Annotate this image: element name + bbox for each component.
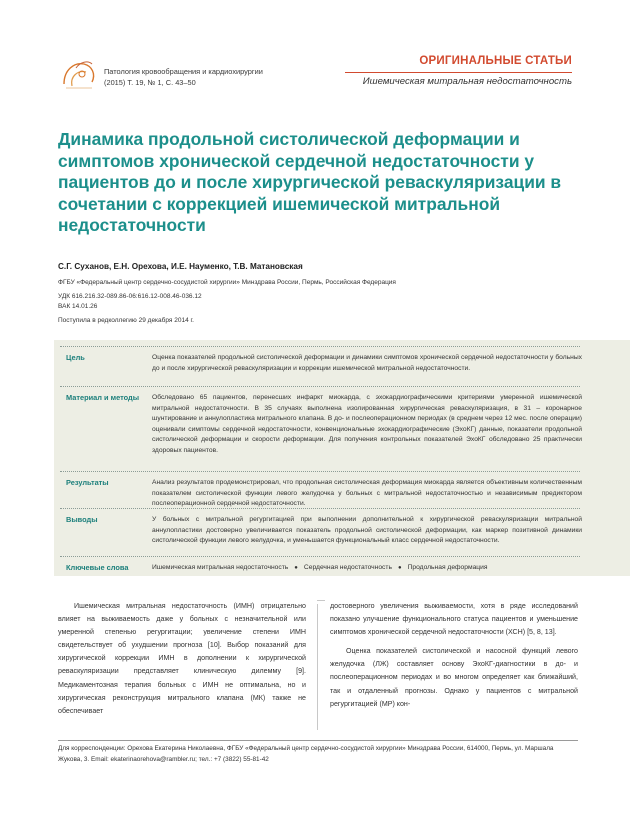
article-title: Динамика продольной систолической деформации и симптомов хронической сердечной недостаточности у пациентов до и после хирургической реваскуляризации в сочетании с коррекцией ишемической митральной недостаточности bbox=[58, 129, 562, 235]
abstract-text: У больных с митральной регургитацией при выполнении дополнительной к хирургической реваскуляризации митральной аннулопластики достоверно увеличивается показатель продольной систолической деформации, как маркер позитивной динамики систолической функции левого желудочка, и уменьшается функциональный класс сердечной недостаточности. bbox=[152, 516, 582, 545]
journal-name: Патология кровообращения и кардиохирургии bbox=[104, 67, 263, 76]
bullet-icon: ● bbox=[294, 565, 298, 571]
body-column-left bbox=[58, 600, 306, 724]
body-column-right bbox=[330, 600, 578, 717]
bullet-icon: ● bbox=[397, 565, 402, 571]
abstract-text: Оценка показателей продольной систолической деформации и динамики симптомов хронической сердечной недостаточности у больных до и после хирургической реваскуляризации и коррекции ишемической митральной недостаточности. bbox=[152, 354, 582, 372]
section-divider bbox=[345, 72, 572, 73]
keyword: Ишемическая митральная недостаточность bbox=[152, 564, 289, 571]
keyword: Сердечная недостаточность bbox=[303, 564, 392, 571]
body-paragraph: достоверного увеличения выживаемости, хотя в ряде исследований показано улучшение функционального статуса пациентов и уменьшение симптомов хронической сердечной недостаточности (ХСН) [5, 8, 13]. bbox=[330, 602, 578, 637]
vak-code: ВАК 14.01.26 bbox=[58, 302, 98, 310]
received-date: Поступила в редколлегию 29 декабря 2014 г. bbox=[58, 317, 194, 324]
abstract-row-conclusions bbox=[60, 508, 580, 556]
column-divider bbox=[317, 604, 318, 730]
article-authors: С.Г. Суханов, Е.Н. Орехова, И.Е. Науменко, Т.В. Матановская bbox=[58, 262, 303, 271]
journal-logo-icon bbox=[58, 56, 100, 92]
classification-codes bbox=[58, 292, 202, 311]
abstract-row-results bbox=[60, 471, 580, 507]
abstract-text: Обследовано 65 пациентов, перенесших инфаркт миокарда, с эхокардиографическими критериями умеренной ишемической митральной недостаточности. В 35 случаях выполнена изолированная хирургическая реваскуляризация, в 31 – коронарное шунтирование и аннулопластика митрального клапана. В до- и послеоперационном периодах (в среднем через 12 мес. после операции) оценивали симптомы сердечной недостаточности, конвенциональные эхокардиографические (ЭхоКГ) данные, показатели продольной систолической деформации и скорости деформации. Для получения контрольных показателей ЭхоКГ обследовано 25 практически здоровых пациентов. bbox=[152, 394, 582, 454]
abstract-text: Анализ результатов продемонстрировал, что продольная систолическая деформация миокарда является объективным количественным показателем систолической функции левого желудочка у больных с митральной недостаточностью и независимым предиктором послеоперационной сердечной недостаточности. bbox=[152, 479, 582, 508]
correspondence-footnote: Для корреспонденции: Орехова Екатерина Николаевна, ФГБУ «Федеральный центр сердечно-сосудистой хирургии» Минздрава России, 614000, Пермь, ул. Маршала Жукова, 3. Email: ekaterinaorehova@rambler.ru; тел.: +7 (3822) 55-81-42 bbox=[58, 745, 554, 763]
footnote-divider bbox=[58, 740, 578, 741]
section-label: ОРИГИНАЛЬНЫЕ СТАТЬИ bbox=[419, 55, 572, 67]
abstract-box bbox=[54, 340, 630, 576]
body-paragraph: Оценка показателей систолической и насосной функций левого желудочка (ЛЖ) составляет основу ЭхоКГ-диагностики в до- и послеоперационном периодах и во многом определяет как ближайший, так и отдаленный прогнозы. Однако у пациентов с митральной регургитацией (МР) кон- bbox=[330, 647, 578, 708]
keywords-list bbox=[152, 563, 582, 574]
keywords-label: Ключевые слова bbox=[66, 563, 129, 572]
abstract-label: Результаты bbox=[66, 478, 109, 487]
abstract-label: Материал и методы bbox=[66, 393, 140, 402]
keyword: Продольная деформация bbox=[407, 564, 488, 571]
article-affiliation: ФГБУ «Федеральный центр сердечно-сосудистой хирургии» Минздрава России, Пермь, Российская Федерация bbox=[58, 279, 396, 286]
column-divider bbox=[317, 600, 325, 601]
udk-code: УДК 616.216.32-089.86-06:616.12-008.46-036.12 bbox=[58, 293, 202, 300]
section-topic: Ишемическая митральная недостаточность bbox=[362, 76, 572, 87]
journal-info bbox=[104, 66, 263, 88]
abstract-label: Цель bbox=[66, 353, 85, 362]
abstract-row-aim bbox=[60, 346, 580, 388]
abstract-row-keywords bbox=[60, 556, 580, 576]
abstract-label: Выводы bbox=[66, 515, 98, 524]
journal-citation: (2015) Т. 19, № 1, С. 43–50 bbox=[104, 78, 196, 87]
abstract-row-methods bbox=[60, 386, 580, 472]
body-paragraph: Ишемическая митральная недостаточность (ИМН) отрицательно влияет на выживаемость даже у больных с незначительной или умеренной степенью регургитации; увеличение степени ИМН свидетельствует об ухудшении прогноза [10]. Выбор показаний для хирургической коррекции ИМН в дополнении к хирургической реваскуляризации представляет клиническую дилемму [9]. Медикаментозная терапия больных с ИМН не оптимальна, но и хирургическая реконструкция митрального клапана (МК) также не обеспечивает bbox=[58, 602, 306, 715]
